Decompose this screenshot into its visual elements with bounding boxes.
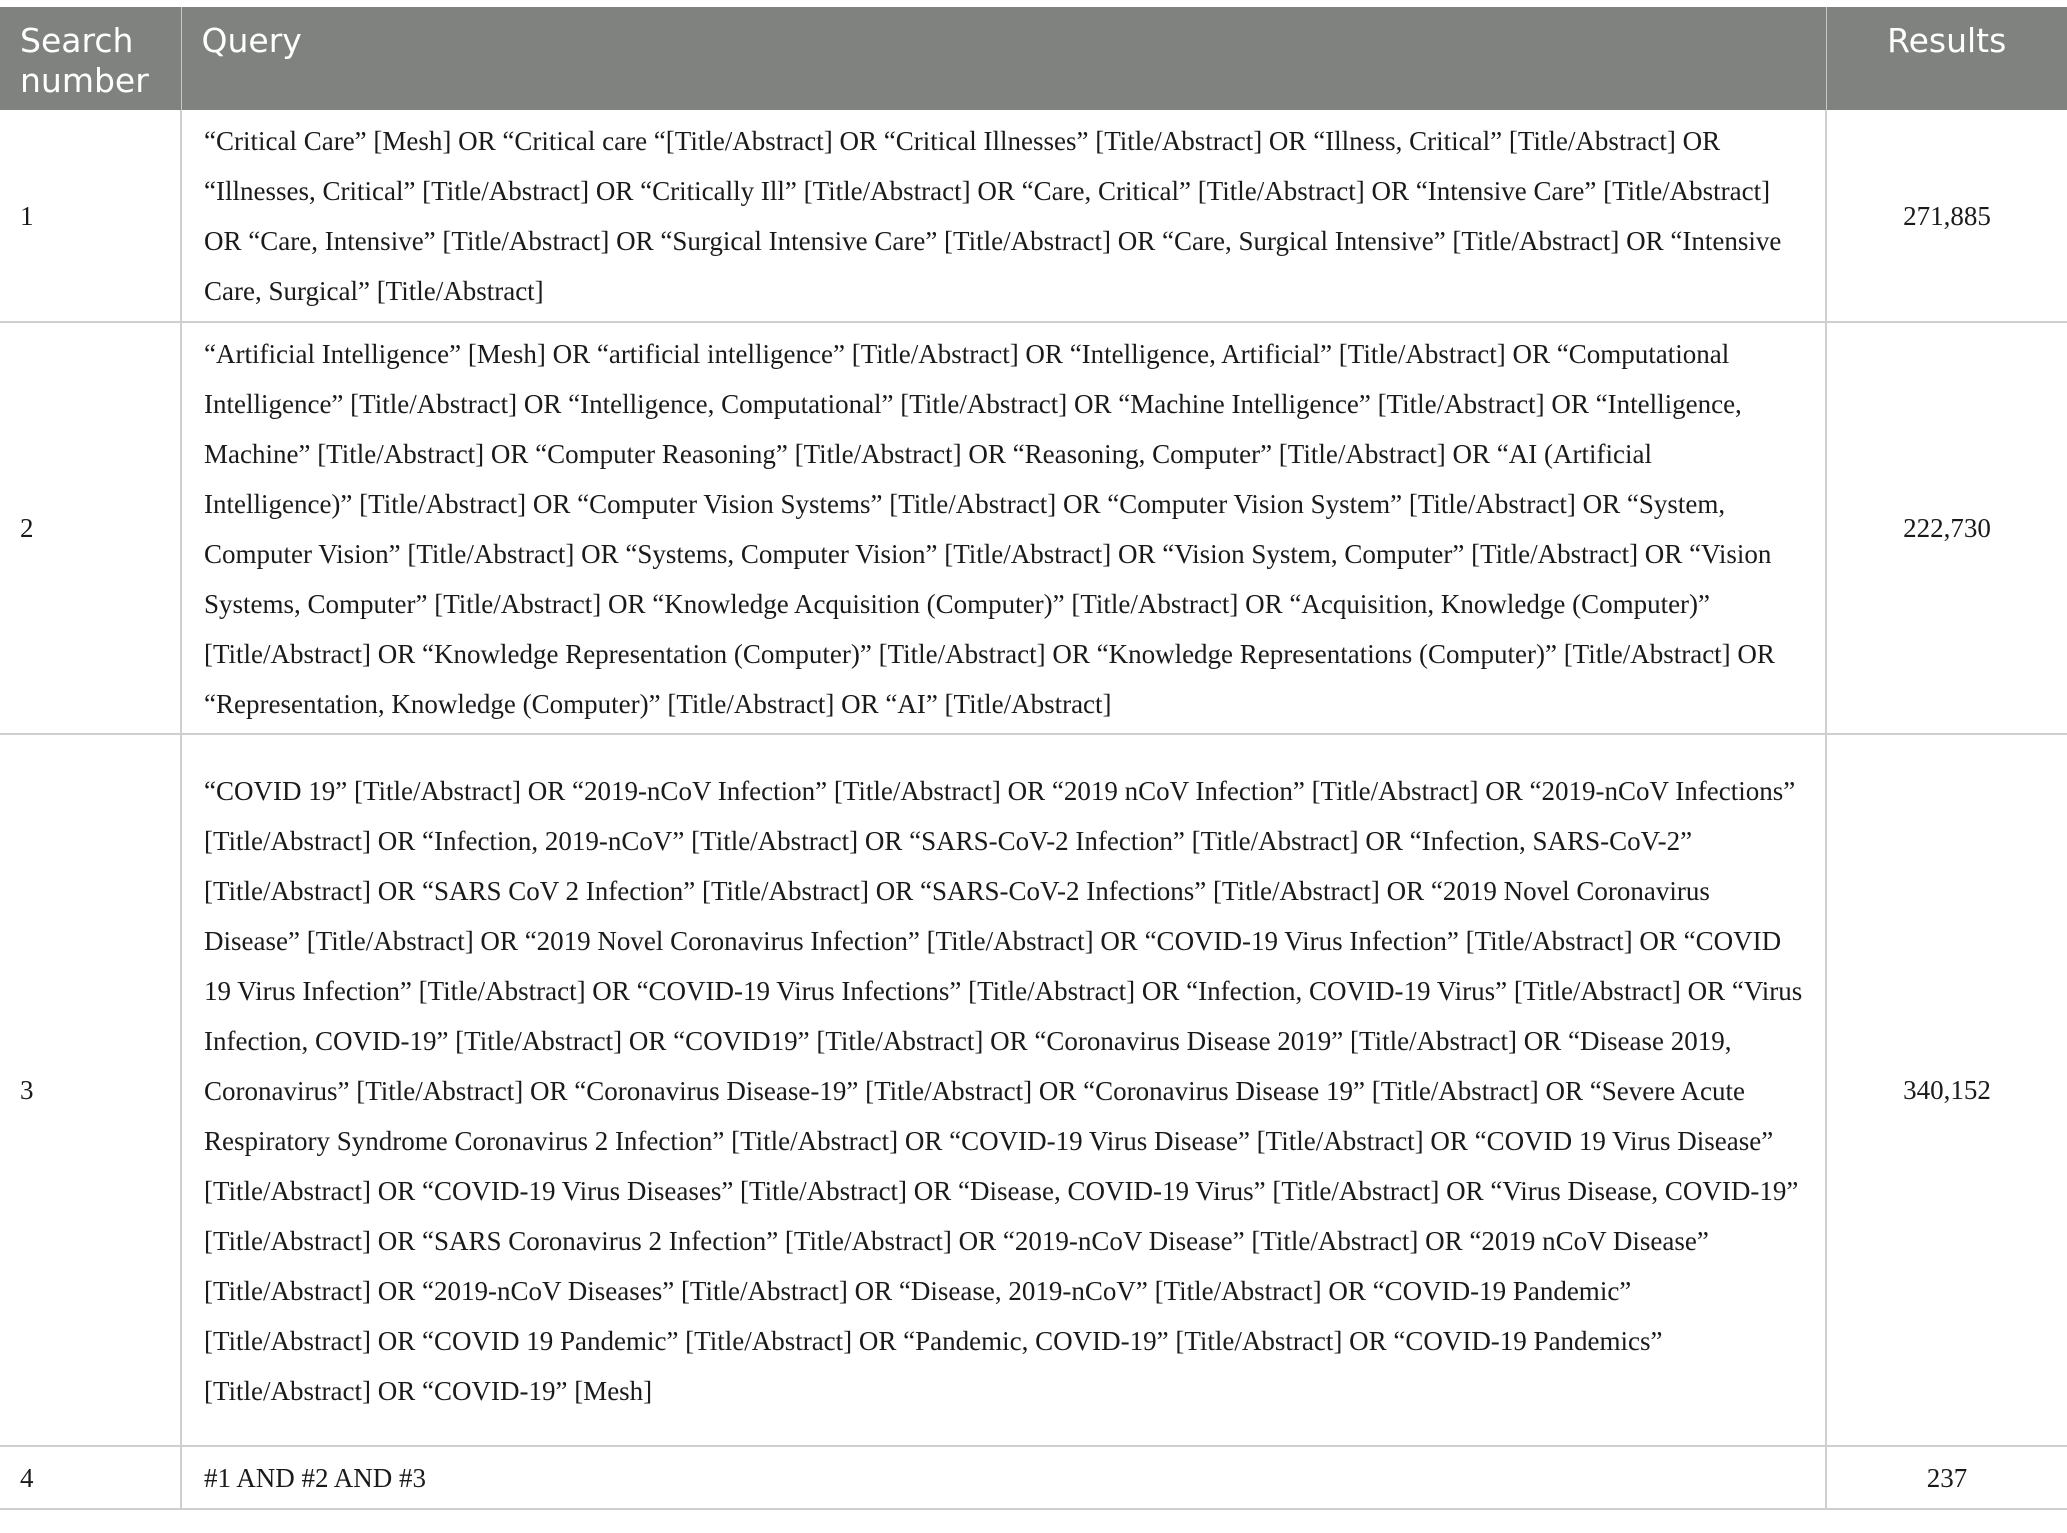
table-body <box>0 110 2067 1509</box>
results-cell: 222,730 <box>1826 322 2067 734</box>
query-cell: #1 AND #2 AND #3 <box>181 1446 1826 1509</box>
search-strategy-table <box>0 7 2067 1510</box>
search-number-cell: 1 <box>0 110 181 322</box>
search-number-cell: 2 <box>0 322 181 734</box>
query-cell: “Critical Care” [Mesh] OR “Critical care “[Title/Abstract] OR “Critical Illnesses” [Title/Abstract] OR “Illness, Critical” [Title/Abstract] OR “Illnesses, Critical” [Title/Abstract] OR “Critically Ill” [Title/Abstract] OR “Care, Critical” [Title/Abstract] OR “Intensive Care” [Title/Abstract] OR “Care, Intensive” [Title/Abstract] OR “Surgical Intensive Care” [Title/Abstract] OR “Care, Surgical Intensive” [Title/Abstract] OR “Intensive Care, Surgical” [Title/Abstract] <box>181 110 1826 322</box>
header-query: Query <box>181 7 1826 110</box>
search-number-cell: 3 <box>0 734 181 1446</box>
table-row <box>0 1446 2067 1509</box>
header-results: Results <box>1826 7 2067 110</box>
search-number-cell: 4 <box>0 1446 181 1509</box>
search-strategy-table-container <box>0 7 2067 1510</box>
table-header <box>0 7 2067 110</box>
table-row <box>0 110 2067 322</box>
results-cell: 271,885 <box>1826 110 2067 322</box>
results-cell: 340,152 <box>1826 734 2067 1446</box>
table-row <box>0 322 2067 734</box>
results-cell: 237 <box>1826 1446 2067 1509</box>
query-cell: “Artificial Intelligence” [Mesh] OR “artificial intelligence” [Title/Abstract] OR “Intelligence, Artificial” [Title/Abstract] OR “Computational Intelligence” [Title/Abstract] OR “Intelligence, Computational” [Title/Abstract] OR “Machine Intelligence” [Title/Abstract] OR “Intelligence, Machine” [Title/Abstract] OR “Computer Reasoning” [Title/Abstract] OR “Reasoning, Computer” [Title/Abstract] OR “AI (Artificial Intelligence)” [Title/Abstract] OR “Computer Vision Systems” [Title/Abstract] OR “Computer Vision System” [Title/Abstract] OR “System, Computer Vision” [Title/Abstract] OR “Systems, Computer Vision” [Title/Abstract] OR “Vision System, Computer” [Title/Abstract] OR “Vision Systems, Computer” [Title/Abstract] OR “Knowledge Acquisition (Computer)” [Title/Abstract] OR “Acquisition, Knowledge (Computer)” [Title/Abstract] OR “Knowledge Representation (Computer)” [Title/Abstract] OR “Knowledge Representations (Computer)” [Title/Abstract] OR “Representation, Knowledge (Computer)” [Title/Abstract] OR “AI” [Title/Abstract] <box>181 322 1826 734</box>
query-cell: “COVID 19” [Title/Abstract] OR “2019-nCoV Infection” [Title/Abstract] OR “2019 nCoV Infection” [Title/Abstract] OR “2019-nCoV Infections” [Title/Abstract] OR “Infection, 2019-nCoV” [Title/Abstract] OR “SARS-CoV-2 Infection” [Title/Abstract] OR “Infection, SARS-CoV-2” [Title/Abstract] OR “SARS CoV 2 Infection” [Title/Abstract] OR “SARS-CoV-2 Infections” [Title/Abstract] OR “2019 Novel Coronavirus Disease” [Title/Abstract] OR “2019 Novel Coronavirus Infection” [Title/Abstract] OR “COVID-19 Virus Infection” [Title/Abstract] OR “COVID 19 Virus Infection” [Title/Abstract] OR “COVID-19 Virus Infections” [Title/Abstract] OR “Infection, COVID-19 Virus” [Title/Abstract] OR “Virus Infection, COVID-19” [Title/Abstract] OR “COVID19” [Title/Abstract] OR “Coronavirus Disease 2019” [Title/Abstract] OR “Disease 2019, Coronavirus” [Title/Abstract] OR “Coronavirus Disease-19” [Title/Abstract] OR “Coronavirus Disease 19” [Title/Abstract] OR “Severe Acute Respiratory Syndrome Coronavirus 2 Infection” [Title/Abstract] OR “COVID-19 Virus Disease” [Title/Abstract] OR “COVID 19 Virus Disease” [Title/Abstract] OR “COVID-19 Virus Diseases” [Title/Abstract] OR “Disease, COVID-19 Virus” [Title/Abstract] OR “Virus Disease, COVID-19” [Title/Abstract] OR “SARS Coronavirus 2 Infection” [Title/Abstract] OR “2019-nCoV Disease” [Title/Abstract] OR “2019 nCoV Disease” [Title/Abstract] OR “2019-nCoV Diseases” [Title/Abstract] OR “Disease, 2019-nCoV” [Title/Abstract] OR “COVID-19 Pandemic” [Title/Abstract] OR “COVID 19 Pandemic” [Title/Abstract] OR “Pandemic, COVID-19” [Title/Abstract] OR “COVID-19 Pandemics” [Title/Abstract] OR “COVID-19” [Mesh] <box>181 734 1826 1446</box>
table-row <box>0 734 2067 1446</box>
header-search-number: Search number <box>0 7 181 110</box>
header-row <box>0 7 2067 110</box>
